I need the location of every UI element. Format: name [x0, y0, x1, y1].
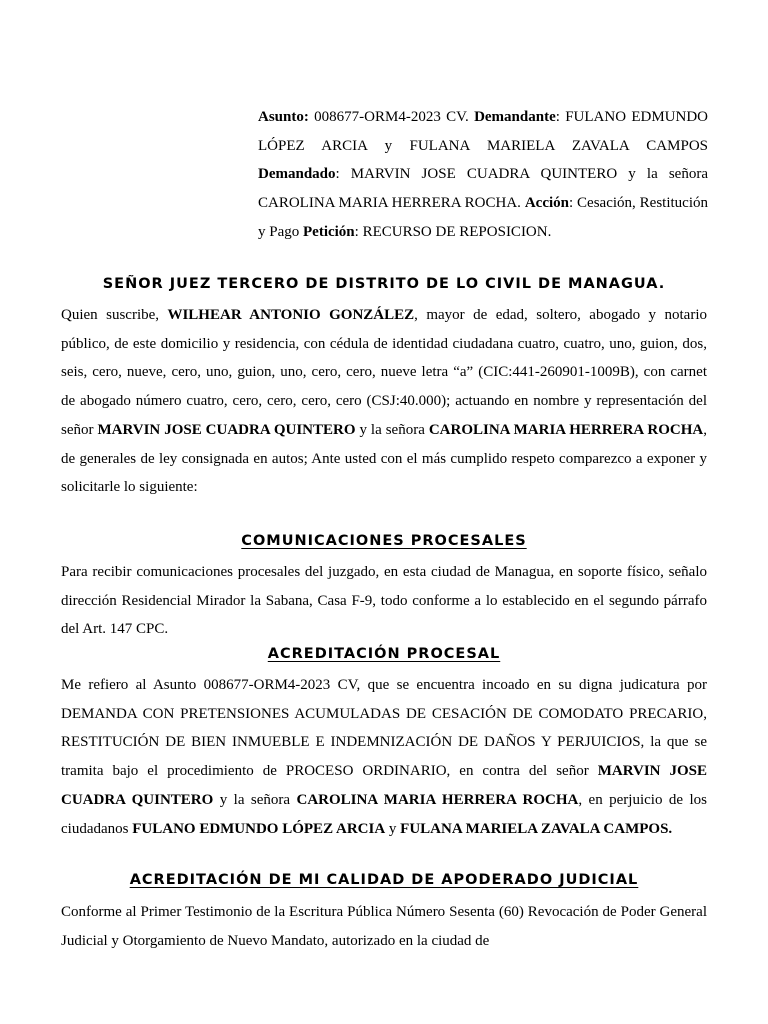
demandante-label: Demandante	[474, 109, 556, 125]
peticion-label: Petición	[303, 223, 355, 240]
demandante-value: : FULANO EDMUNDO LÓPEZ ARCIA y FULANA MARIELA ZAVALA CAMPOS	[258, 109, 708, 154]
accion-value: : Cesación, Restitución y Pago	[258, 195, 708, 240]
acreditacion-text-4: y	[385, 820, 401, 837]
acreditacion-text-3: , en perjuicio de los ciudadanos	[61, 791, 707, 837]
acreditacion-text-2: y la señora	[213, 791, 297, 808]
defendant-name-2: CAROLINA MARIA HERRERA ROCHA	[428, 421, 704, 438]
intro-paragraph	[61, 301, 707, 502]
defendant-name-1: MARVIN JOSE CUADRA QUINTERO	[97, 421, 356, 438]
section-heading-apoderado-text: ACREDITACIÓN DE MI CALIDAD DE APODERADO JUDICIAL	[129, 872, 639, 888]
intro-text-4: , de generales de ley consignada en autos; Ante usted con el más cumplido respeto comparezco a exponer y solicitarle lo siguiente:	[61, 421, 707, 496]
section-heading-apoderado	[0, 872, 768, 888]
acreditacion-plaintiff-2: FULANA MARIELA ZAVALA CAMPOS.	[400, 820, 673, 837]
acreditacion-paragraph	[61, 671, 707, 843]
attorney-name: WILHEAR ANTONIO GONZÁLEZ	[167, 307, 415, 323]
acreditacion-defendant-1: MARVIN JOSE CUADRA QUINTERO	[61, 763, 708, 808]
asunto-value: 008677-ORM4-2023 CV.	[308, 109, 475, 125]
accion-label: Acción	[524, 195, 569, 212]
peticion-value: : RECURSO DE REPOSICION.	[354, 223, 552, 240]
comunicaciones-paragraph: Para recibir comunicaciones procesales del juzgado, en esta ciudad de Managua, en soporte físico, señalo dirección Residencial Mirador la Sabana, Casa F-9, todo conforme a lo establecido en el segundo párrafo del Art. 147 CPC.	[61, 564, 707, 638]
section-heading-acreditacion-text: ACREDITACIÓN PROCESAL	[267, 646, 501, 662]
case-header-block	[258, 103, 708, 247]
asunto-label: Asunto:	[258, 109, 309, 125]
acreditacion-defendant-2: CAROLINA MARIA HERRERA ROCHA	[296, 791, 579, 808]
section-heading-acreditacion	[0, 646, 768, 662]
section-heading-comunicaciones-text: COMUNICACIONES PROCESALES	[241, 533, 527, 549]
section-heading-comunicaciones	[0, 533, 768, 549]
intro-text-3: y la señora	[355, 421, 429, 438]
intro-text-1: Quien suscribe,	[61, 307, 168, 323]
apoderado-paragraph: Conforme al Primer Testimonio de la Escritura Pública Número Sesenta (60) Revocación de Poder General Judicial y Otorgamiento de Nuevo Mandato, autorizado en la ciudad de	[61, 904, 707, 949]
intro-text-2: , mayor de edad, soltero, abogado y notario público, de este domicilio y residencia, con cédula de identidad ciudadana cuatro, cuatro, uno, guion, dos, seis, cero, nueve, cero, uno, guion, uno, cero, cero, nueve letra “a” (CIC:441-260901-1009B), con carnet de abogado número cuatro, cero, cero, cero, cero (CSJ:40.000); actuando en nombre y representación del señor	[61, 307, 707, 438]
judge-address-heading: SEÑOR JUEZ TERCERO DE DISTRITO DE LO CIVIL DE MANAGUA.	[102, 276, 666, 292]
demandado-value: : MARVIN JOSE CUADRA QUINTERO y la señora CAROLINA MARIA HERRERA ROCHA.	[258, 166, 708, 212]
acreditacion-plaintiff-1: FULANO EDMUNDO LÓPEZ ARCIA	[132, 820, 386, 837]
demandado-label: Demandado	[258, 166, 336, 183]
acreditacion-text-1: Me refiero al Asunto 008677-ORM4-2023 CV, que se encuentra incoado en su digna judicatura por DEMANDA CON PRETENSIONES ACUMULADAS DE CESACIÓN DE COMODATO PRECARIO, RESTITUCIÓN DE BIEN INMUEBLE E INDEMNIZACIÓN DE DAÑOS Y PERJUICIOS, la que se tramita bajo el procedimiento de PROCESO ORDINARIO, en contra del señor	[61, 677, 707, 780]
